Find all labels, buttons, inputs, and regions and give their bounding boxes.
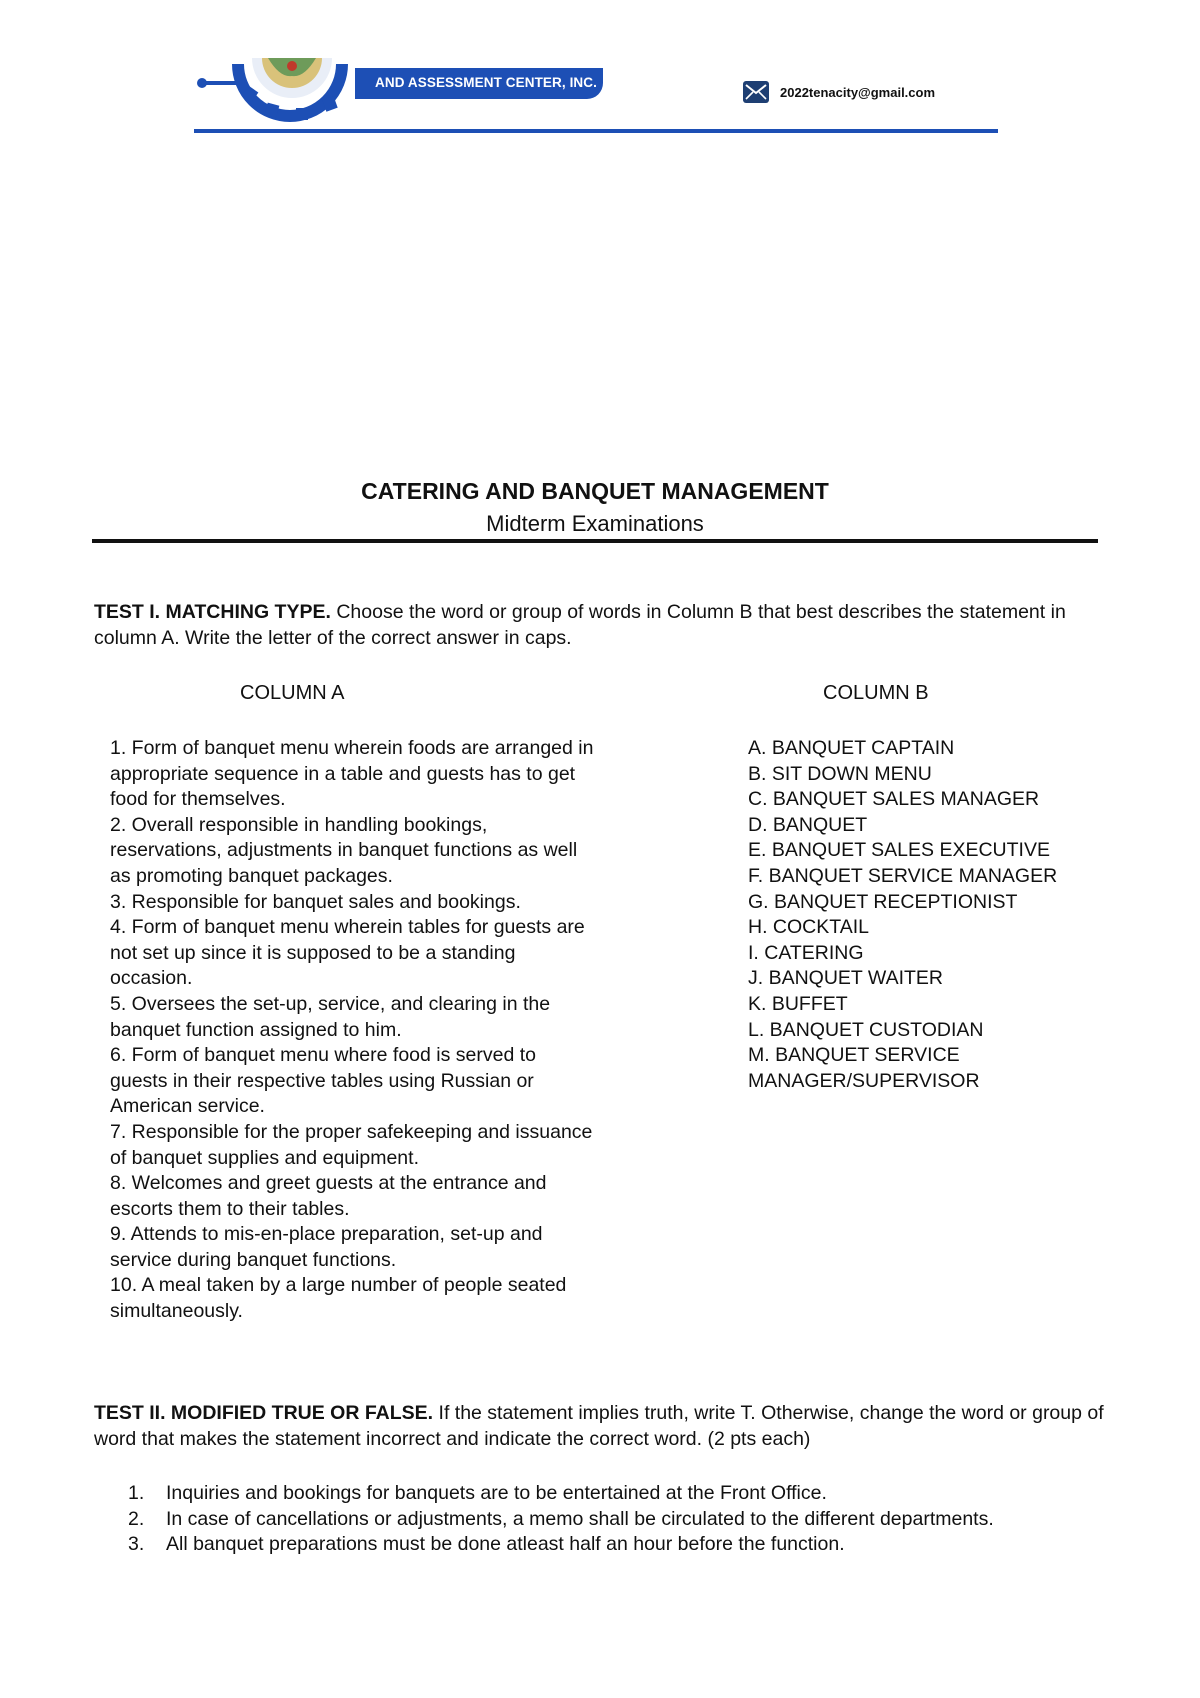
column-a-line: simultaneously. — [110, 1300, 243, 1323]
column-a-line: 9. Attends to mis-en-place preparation, set-up and — [110, 1223, 543, 1246]
column-b-item: L. BANQUET CUSTODIAN — [748, 1018, 984, 1041]
header-divider — [194, 129, 998, 133]
column-a-list — [110, 736, 680, 1325]
contact-info — [742, 78, 935, 106]
column-a-line: 6. Form of banquet menu where food is served to — [110, 1044, 536, 1067]
column-a-line: 5. Oversees the set-up, service, and clearing in the — [110, 992, 551, 1015]
item-number: 2. — [128, 1507, 145, 1530]
column-a-line: 7. Responsible for the proper safekeeping and issuance — [110, 1120, 593, 1143]
column-a-line: guests in their respective tables using Russian or — [110, 1069, 534, 1092]
column-a-line: food for themselves. — [110, 788, 286, 811]
item-statement: In case of cancellations or adjustments, a memo shall be circulated to the different departments. — [166, 1507, 994, 1530]
column-a-line: escorts them to their tables. — [110, 1197, 350, 1220]
test2-instructions — [94, 1400, 1104, 1452]
column-a-line: reservations, adjustments in banquet functions as well — [110, 839, 578, 862]
true-false-list — [128, 1481, 1098, 1558]
test2-instructions-text: If the statement implies truth, write T. Otherwise, change the word or group of word that makes the statement incorrect and indicate the correct word. (2 pts each) — [94, 1402, 1104, 1450]
item-statement: Inquiries and bookings for banquets are to be entertained at the Front Office. — [166, 1482, 827, 1504]
org-name-banner — [355, 68, 605, 102]
column-b-item: M. BANQUET SERVICE — [748, 1044, 960, 1067]
column-b-list — [748, 736, 1118, 1094]
column-b-item: F. BANQUET SERVICE MANAGER — [748, 864, 1058, 887]
column-b-header: COLUMN B — [823, 682, 929, 704]
column-b-item: B. SIT DOWN MENU — [748, 762, 932, 785]
column-b-item: D. BANQUET — [748, 813, 868, 836]
contact-email[interactable]: 2022tenacity@gmail.com — [780, 84, 936, 100]
column-b-item: K. BUFFET — [748, 992, 848, 1015]
column-a-line: American service. — [110, 1095, 265, 1118]
true-false-item — [128, 1507, 1098, 1533]
column-a-line: not set up since it is supposed to be a standing — [110, 941, 516, 964]
column-a-header: COLUMN A — [240, 682, 345, 704]
column-b-item: H. COCKTAIL — [748, 916, 869, 939]
true-false-item — [128, 1532, 1098, 1558]
item-number: 1. — [128, 1482, 145, 1504]
letterhead — [0, 0, 1200, 140]
title-divider — [92, 539, 1098, 543]
test1-instructions-text: Choose the word or group of words in Column B that best describes the statement in column A. Write the letter of the correct answer in caps. — [94, 601, 1066, 649]
column-a-line: 3. Responsible for banquet sales and bookings. — [110, 890, 521, 913]
column-b-item: J. BANQUET WAITER — [748, 967, 944, 990]
column-b-item: G. BANQUET RECEPTIONIST — [748, 890, 1018, 913]
column-b-item: MANAGER/SUPERVISOR — [748, 1069, 980, 1092]
document-title: CATERING AND BANQUET MANAGEMENT — [361, 478, 829, 504]
column-a-line: occasion. — [110, 967, 193, 990]
document-subtitle: Midterm Examinations — [486, 511, 704, 536]
true-false-item — [128, 1481, 1098, 1507]
column-a-line: 1. Form of banquet menu wherein foods are arranged in — [110, 737, 594, 759]
column-b-item: I. CATERING — [748, 941, 864, 964]
test2-heading: TEST II. MODIFIED TRUE OR FALSE. — [94, 1402, 434, 1424]
column-a-line: as promoting banquet packages. — [110, 864, 393, 887]
item-statement: All banquet preparations must be done atleast half an hour before the function. — [166, 1533, 845, 1556]
org-name: AND ASSESSMENT CENTER, INC. — [355, 68, 603, 99]
envelope-icon — [742, 80, 770, 104]
column-b-item: E. BANQUET SALES EXECUTIVE — [748, 839, 1050, 862]
test1-instructions — [94, 599, 1104, 651]
test1-heading: TEST I. MATCHING TYPE. — [94, 601, 331, 623]
column-a-line: 4. Form of banquet menu wherein tables for guests are — [110, 916, 585, 939]
gear-seal-logo — [196, 58, 356, 128]
column-a-line: banquet function assigned to him. — [110, 1018, 402, 1041]
column-a-line: service during banquet functions. — [110, 1248, 397, 1271]
column-a-line: 10. A meal taken by a large number of people seated — [110, 1274, 567, 1297]
column-a-line: appropriate sequence in a table and guests has to get — [110, 762, 576, 785]
column-a-line: 2. Overall responsible in handling bookings, — [110, 813, 488, 836]
column-a-line: 8. Welcomes and greet guests at the entrance and — [110, 1172, 547, 1195]
column-a-line: of banquet supplies and equipment. — [110, 1146, 419, 1169]
item-number: 3. — [128, 1533, 145, 1556]
column-b-item: C. BANQUET SALES MANAGER — [748, 788, 1040, 811]
column-b-item: A. BANQUET CAPTAIN — [748, 737, 955, 759]
